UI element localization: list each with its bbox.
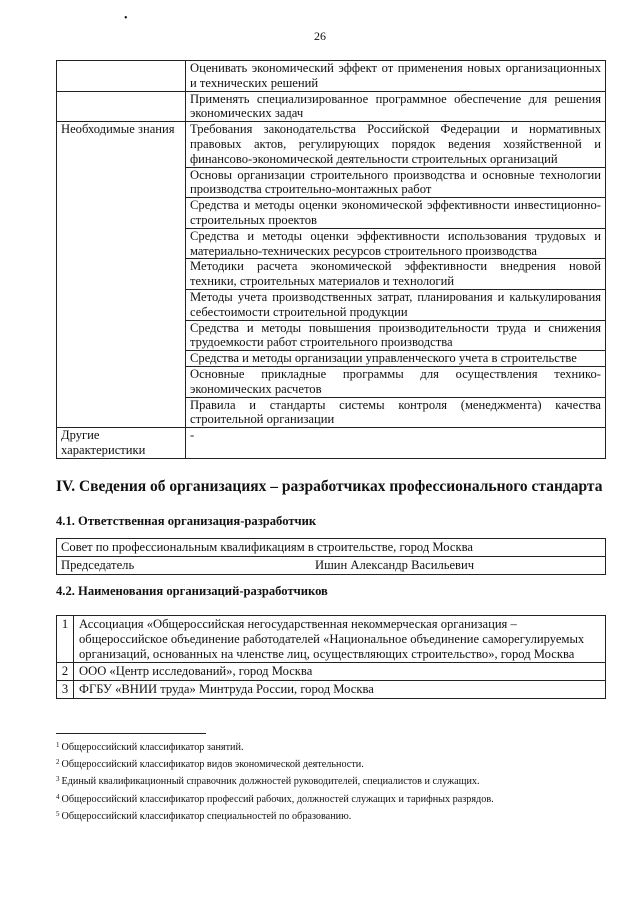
row-number: 1 [57, 616, 74, 663]
table-row [57, 681, 606, 699]
footnote-number: 2 [56, 758, 60, 767]
organization-name: ООО «Центр исследований», город Москва [74, 663, 606, 681]
subsection-title-developers: 4.2. Наименования организаций-разработчиков [56, 584, 328, 598]
knowledge-item: Средства и методы организации управленческого учета в строительстве [186, 351, 606, 367]
page-number: 26 [314, 29, 326, 43]
footnote-number: 5 [56, 809, 60, 818]
footnote-text: Общероссийский классификатор видов экономической деятельности. [61, 759, 364, 771]
responsible-org-name: Совет по профессиональным квалификациям в строительстве, город Москва [57, 539, 606, 557]
table-row [57, 61, 606, 92]
knowledge-label: Необходимые знания [57, 122, 186, 428]
knowledge-item: Требования законодательства Российской Федерации и нормативных правовых актов, регулирующих порядок ведения хозяйственной и финансово-экономической деятельности строительных организаций [186, 122, 606, 167]
footnote-number: 4 [56, 792, 60, 801]
footnote-text: Общероссийский классификатор специальностей по образованию. [61, 810, 352, 822]
table-row [57, 616, 606, 663]
knowledge-item: Средства и методы оценки эффективности использования трудовых и материально-технических ресурсов строительного производства [186, 228, 606, 259]
other-label: Другие характеристики [57, 428, 186, 459]
row-number: 3 [57, 681, 74, 699]
table-row [57, 663, 606, 681]
table-row [57, 91, 606, 122]
footnotes [56, 738, 494, 824]
skill-item: Применять специализированное программное обеспечение для решения экономических задач [186, 91, 606, 122]
footnote [56, 807, 494, 824]
footnote-number: 3 [56, 775, 60, 784]
organization-name: ФГБУ «ВНИИ труда» Минтруда России, город Москва [74, 681, 606, 699]
footnote-text: Общероссийский классификатор занятий. [61, 742, 244, 753]
responsible-person: Ишин Александр Васильевич [185, 556, 606, 574]
requirements-table [56, 60, 606, 459]
organization-name: Ассоциация «Общероссийская негосударственная некоммерческая организация – общероссийское объединение работодателей «Национальное объединение саморегулируемых организаций, основанных на членстве лиц, осуществляющих строительство», город Москва [74, 616, 606, 663]
developer-orgs-table [56, 615, 606, 699]
subsection-title-responsible: 4.1. Ответственная организация-разработчик [56, 514, 317, 528]
knowledge-item: Правила и стандарты системы контроля (менеджмента) качества строительной организации [186, 397, 606, 428]
table-row [57, 122, 606, 167]
footnote [56, 755, 494, 772]
row-number: 2 [57, 663, 74, 681]
table-row [57, 539, 606, 557]
footnote-text: Общероссийский классификатор профессий рабочих, должностей служащих и тарифных разрядов. [61, 793, 494, 805]
knowledge-item: Методы учета производственных затрат, планирования и калькулирования себестоимости строительной продукции [186, 289, 606, 320]
footnote [56, 790, 494, 807]
empty-label-cell [57, 91, 186, 122]
knowledge-item: Средства и методы оценки экономической эффективности инвестиционно-строительных проектов [186, 198, 606, 229]
empty-label-cell [57, 61, 186, 92]
footnote [56, 738, 494, 755]
footnote [56, 772, 494, 789]
knowledge-item: Методики расчета экономической эффективности внедрения новой техники, строительных материалов и технологий [186, 259, 606, 290]
footnote-text: Единый квалификационный справочник должностей руководителей, специалистов и служащих. [61, 776, 480, 788]
footnote-number: 1 [56, 741, 60, 749]
stray-mark: • [124, 13, 128, 24]
section-heading: IV. Сведения об организациях – разработчиках профессионального стандарта [56, 478, 603, 495]
knowledge-item: Основные прикладные программы для осуществления технико-экономических расчетов [186, 366, 606, 397]
responsible-role: Председатель [57, 556, 186, 574]
knowledge-item: Основы организации строительного производства и основные технологии производства строительно-монтажных работ [186, 167, 606, 198]
skill-item: Оценивать экономический эффект от применения новых организационных и технических решений [186, 61, 606, 92]
footnote-divider [56, 733, 206, 734]
other-value: - [186, 428, 606, 459]
table-row [57, 556, 606, 574]
table-row [57, 428, 606, 459]
responsible-org-table [56, 538, 606, 575]
knowledge-item: Средства и методы повышения производительности труда и снижения трудоемкости работ строительного производства [186, 320, 606, 351]
